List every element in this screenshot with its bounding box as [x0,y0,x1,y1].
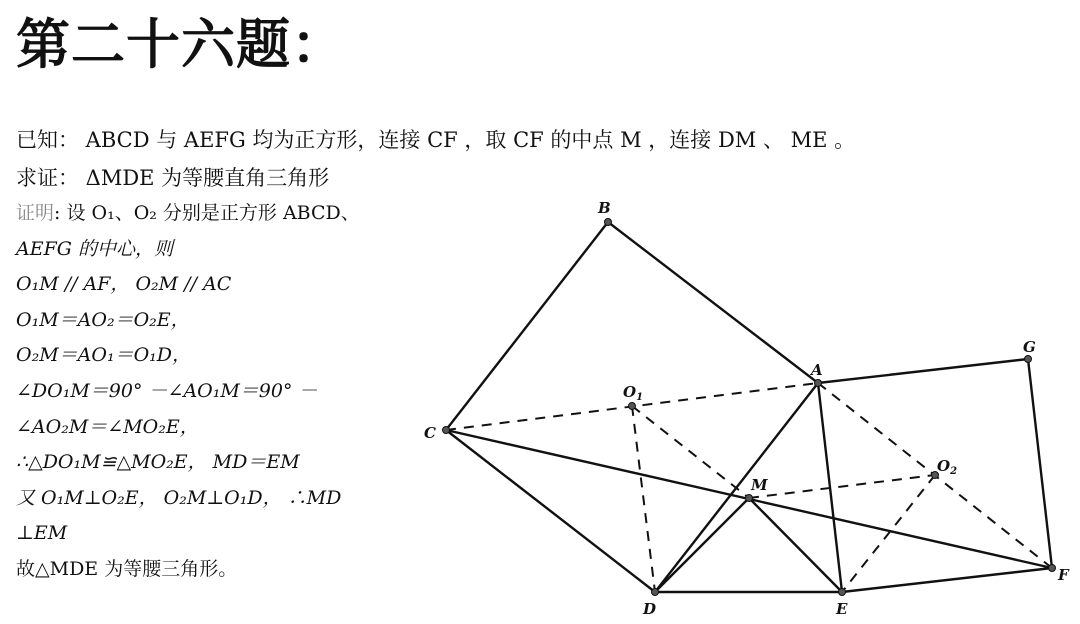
proof-line-1: 证明: 设 O₁、O₂ 分别是正方形 ABCD、 [16,202,360,224]
segment-BA [608,222,818,383]
proof-line-9: 又 O₁M⊥O₂E， O₂M⊥O₁D， ∴MD [16,486,342,509]
proof-line-10: ⊥EM [16,522,68,545]
segment-O1M [632,406,749,498]
segment-DM [655,498,749,592]
segment-MO2 [749,475,935,498]
proof-line-5: O₂M＝AO₁＝O₁D， [16,344,191,367]
point-M [746,495,753,502]
label-O1: $O_1$ [623,383,644,403]
proof-line-2: AEFG 的中心，则 [16,237,173,260]
page-title: 第二十六题： [16,12,346,76]
segment-O2E [842,475,935,592]
segment-ME [749,498,842,592]
proof-line-11: 故△MDE 为等腰三角形。 [16,557,238,580]
proof-line-7: ∠AO₂M＝∠MO₂E， [16,415,199,438]
point-C [443,427,450,434]
proof-line-3: O₁M // AF， O₂M // AC [16,273,232,296]
proof-line-4: O₁M＝AO₂＝O₂E， [16,308,190,331]
label-D: D [643,600,657,618]
label-C: C [424,424,436,442]
problem-given: 已知： ABCD 与 AEFG 均为正方形，连接 CF ，取 CF 的中点 M ，连接 DM 、 ME 。 [16,128,856,152]
problem-prove: 求证： ΔMDE 为等腰直角三角形 [16,166,330,190]
proof-line-6: ∠DO₁M＝90° －∠AO₁M＝90° － [16,379,318,402]
segment-AG [818,359,1028,383]
label-E: E [836,600,848,618]
point-D [652,589,659,596]
segment-O1D [632,406,655,592]
label-B: B [598,199,611,217]
point-B [605,219,612,226]
point-A [815,380,822,387]
segment-BC [446,222,608,430]
label-M: M [751,476,768,494]
point-G [1025,356,1032,363]
proof-label: 证明 [16,202,55,224]
segment-FE [842,568,1052,592]
point-E [839,589,846,596]
label-A: A [811,361,823,379]
label-O2: $O_2$ [937,457,958,477]
label-F: F [1058,566,1069,584]
proof-line-8: ∴△DO₁M≌△MO₂E， MD＝EM [16,451,300,474]
segment-GF [1028,359,1052,568]
point-F [1049,565,1056,572]
label-G: G [1023,338,1036,356]
point-O1 [629,403,636,410]
